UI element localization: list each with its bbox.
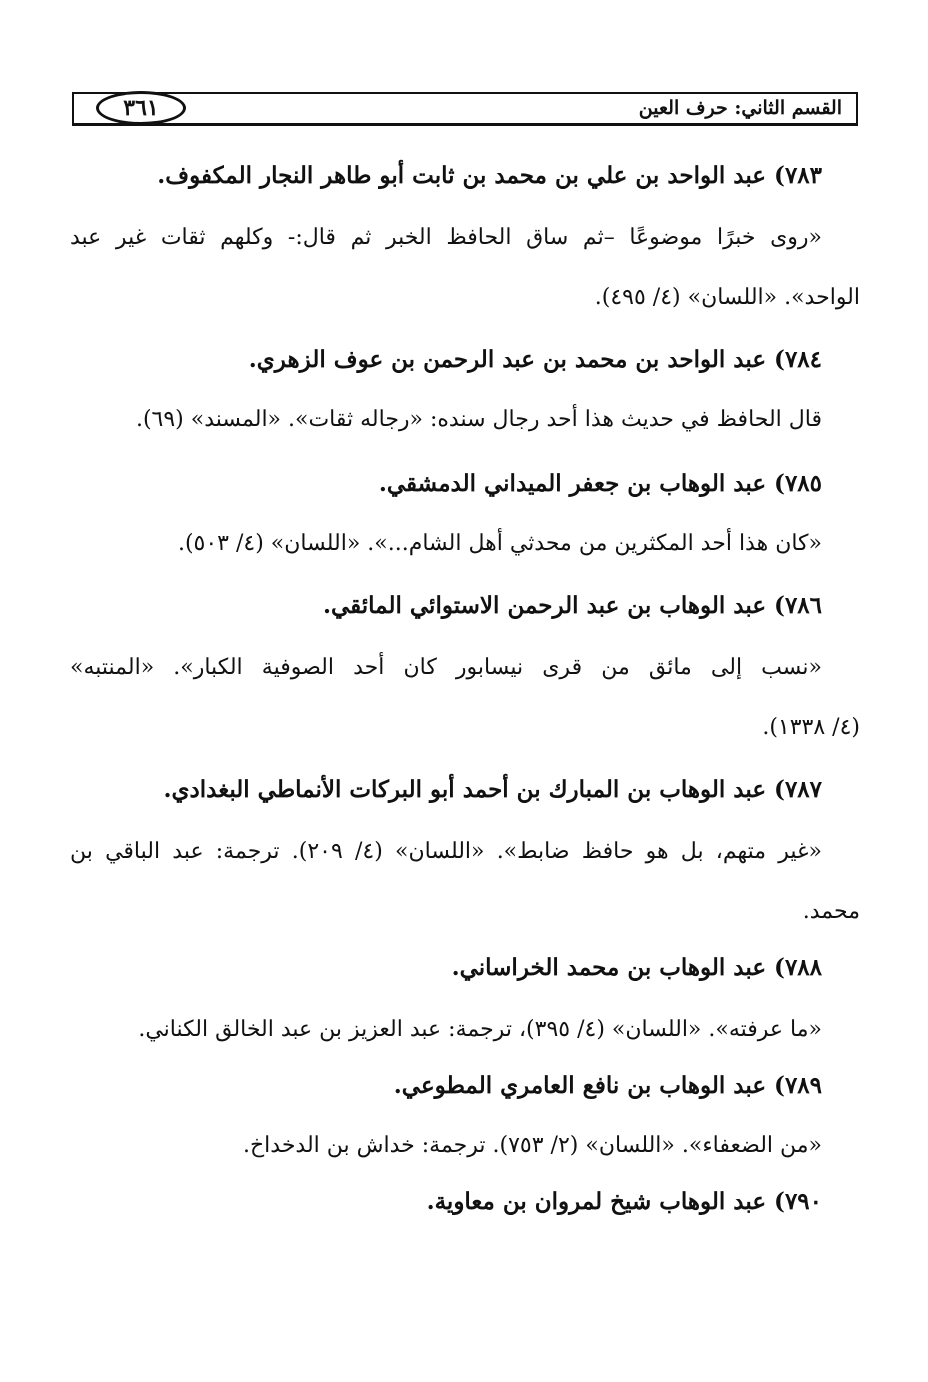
page-number: ٣٦١	[96, 91, 186, 125]
entry-783-note-cont: الواحد». «اللسان» (٤/ ٤٩٥).	[594, 285, 860, 310]
entry-787-heading: ٧٨٧) عبد الوهاب بن المبارك بن أحمد أبو البركات الأنماطي البغدادي.	[163, 776, 822, 803]
running-header	[72, 92, 858, 126]
entry-784-note: قال الحافظ في حديث هذا أحد رجال سنده: «رجاله ثقات». «المسند» (٦٩).	[135, 407, 822, 432]
entry-786-note: «نسب إلى مائق من قرى نيسابور كان أحد الصوفية الكبار». «المنتبه»	[70, 655, 822, 680]
entry-783-heading: ٧٨٣) عبد الواحد بن علي بن محمد بن ثابت أبو طاهر النجار المكفوف.	[157, 162, 822, 189]
entry-788-note: «ما عرفته». «اللسان» (٤/ ٣٩٥)، ترجمة: عبد العزيز بن عبد الخالق الكناني.	[138, 1017, 822, 1042]
entry-785-note: «كان هذا أحد المكثرين من محدثي أهل الشام...». «اللسان» (٤/ ٥٠٣).	[177, 531, 822, 556]
section-title: القسم الثاني: حرف العين	[638, 97, 842, 119]
entry-784-heading: ٧٨٤) عبد الواحد بن محمد بن عبد الرحمن بن عوف الزهري.	[248, 346, 822, 373]
entry-787-note-cont: محمد.	[802, 899, 860, 924]
entry-786-note-cont: (٤/ ١٣٣٨).	[762, 715, 860, 740]
entry-790-heading: ٧٩٠) عبد الوهاب شيخ لمروان بن معاوية.	[426, 1188, 822, 1215]
entry-787-note: «غير متهم، بل هو حافظ ضابط». «اللسان» (٤/ ٢٠٩). ترجمة: عبد الباقي بن	[70, 839, 822, 864]
entry-786-heading: ٧٨٦) عبد الوهاب بن عبد الرحمن الاستوائي المائقي.	[322, 592, 822, 619]
entry-789-note: «من الضعفاء». «اللسان» (٢/ ٧٥٣). ترجمة: خداش بن الدخداخ.	[242, 1133, 822, 1158]
entry-783-note: «روى خبرًا موضوعًا –ثم ساق الحافظ الخبر ثم قال:- وكلهم ثقات غير عبد	[70, 225, 822, 250]
entry-785-heading: ٧٨٥) عبد الوهاب بن جعفر الميداني الدمشقي.	[378, 470, 822, 497]
entry-789-heading: ٧٨٩) عبد الوهاب بن نافع العامري المطوعي.	[393, 1072, 822, 1099]
entry-788-heading: ٧٨٨) عبد الوهاب بن محمد الخراساني.	[451, 954, 822, 981]
